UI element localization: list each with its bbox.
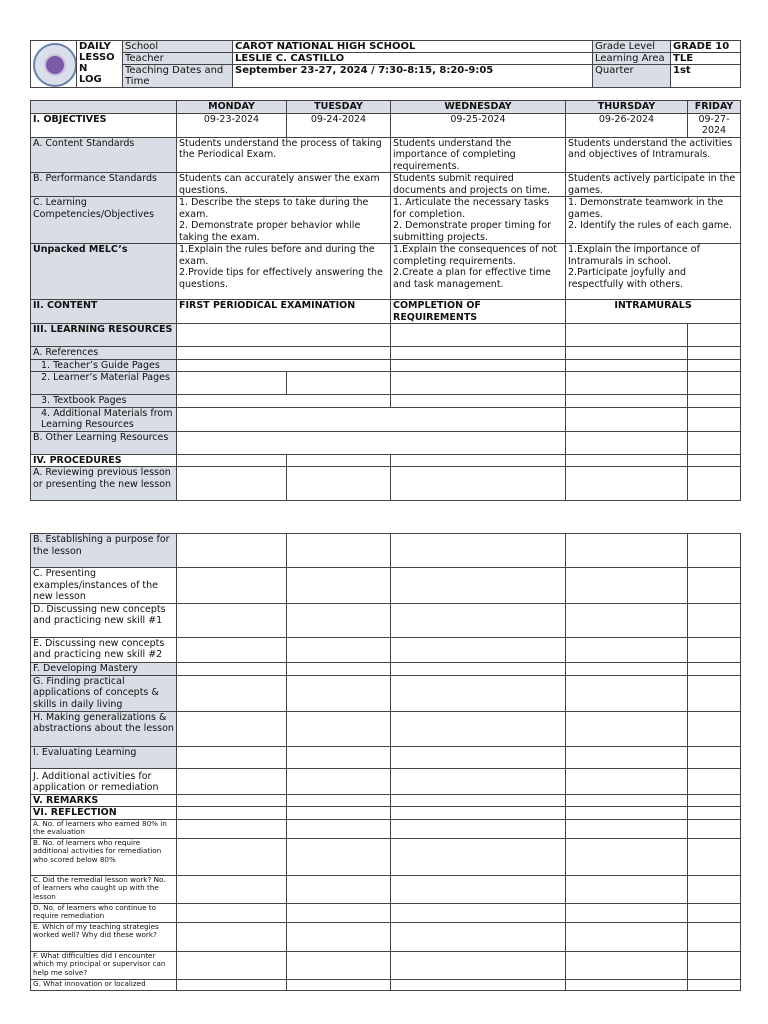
content-standards-thu-fri: Students understand the activities and objectives of Intramurals.: [566, 137, 741, 173]
procedure-j-label: J. Additional activities for application or remediation: [31, 768, 177, 794]
procedure-c-label: C. Presenting examples/instances of the new lesson: [31, 568, 177, 604]
title-line: LESSO: [79, 52, 115, 63]
performance-standards-thu-fri: Students actively participate in the games.: [566, 173, 741, 197]
title-line: DAILY: [79, 41, 111, 52]
dll-table-page1: [30, 100, 741, 501]
area-label: Learning Area: [593, 53, 671, 65]
competencies-mon-tue: 1. Describe the steps to take during the exam. 2. Demonstrate proper behavior while taking the exam.: [177, 197, 391, 244]
competencies-thu-fri: 1. Demonstrate teamwork in the games. 2. Identify the rules of each game.: [566, 197, 741, 244]
melc-wed: 1.Explain the consequences of not completing requirements. 2.Create a plan for effective time and task management.: [391, 244, 566, 300]
area-value: TLE: [671, 53, 741, 65]
reflection-c-label: C. Did the remedial lesson work? No. of learners who caught up with the lesson: [31, 875, 177, 903]
reflection-f-label: F. What difficulties did I encounter which my principal or supervisor can help me solve?: [31, 951, 177, 979]
procedure-h-label: H. Making generalizations & abstractions about the lesson: [31, 711, 177, 746]
dll-title: [77, 41, 123, 88]
objectives-label: I. OBJECTIVES: [31, 113, 177, 137]
title-line: N: [79, 63, 88, 74]
lm-pages-label: 2. Learner’s Material Pages: [31, 372, 177, 395]
performance-standards-wed: Students submit required documents and projects on time.: [391, 173, 566, 197]
reflection-b-label: B. No. of learners who require additional activities for remediation who scored below 80%: [31, 838, 177, 875]
reflection-e-label: E. Which of my teaching strategies worked well? Why did these work?: [31, 922, 177, 951]
dates-label: Teaching Dates and Time: [123, 65, 233, 88]
teacher-value: LESLIE C. CASTILLO: [233, 53, 593, 65]
procedure-e-label: E. Discussing new concepts and practicing new skill #2: [31, 637, 177, 662]
day-header-friday: FRIDAY: [688, 101, 741, 114]
seal-icon: [33, 43, 77, 87]
performance-standards-mon-tue: Students can accurately answer the exam questions.: [177, 173, 391, 197]
content-wed: COMPLETION OF REQUIREMENTS: [391, 300, 566, 324]
textbook-pages-label: 3. Textbook Pages: [31, 395, 177, 408]
procedure-a-label: A. Reviewing previous lesson or presenting the new lesson: [31, 467, 177, 501]
melc-mon-tue: 1.Explain the rules before and during the exam. 2.Provide tips for effectively answering the questions.: [177, 244, 391, 300]
grade-label: Grade Level: [593, 41, 671, 53]
date-tuesday: 09-24-2024: [287, 113, 391, 137]
additional-materials-label: 4. Additional Materials from Learning Resources: [31, 407, 177, 431]
header-table: [30, 40, 741, 88]
content-mon-tue: FIRST PERIODICAL EXAMINATION: [177, 300, 391, 324]
competencies-label: C. Learning Competencies/Objectives: [31, 197, 177, 244]
date-monday: 09-23-2024: [177, 113, 287, 137]
date-friday: 09-27-2024: [688, 113, 741, 137]
competencies-wed: 1. Articulate the necessary tasks for completion. 2. Demonstrate proper timing for submitting projects.: [391, 197, 566, 244]
date-wednesday: 09-25-2024: [391, 113, 566, 137]
date-thursday: 09-26-2024: [566, 113, 688, 137]
reflection-a-label: A. No. of learners who earned 80% in the evaluation: [31, 819, 177, 838]
content-standards-label: A. Content Standards: [31, 137, 177, 173]
dll-table-page2: [30, 533, 741, 991]
procedure-g-label: G. Finding practical applications of concepts & skills in daily living: [31, 675, 177, 711]
remarks-label: V. REMARKS: [31, 794, 177, 807]
procedure-f-label: F. Developing Mastery: [31, 662, 177, 675]
reflection-d-label: D. No. of learners who continue to require remediation: [31, 903, 177, 922]
title-line: LOG: [79, 74, 102, 85]
grade-value: GRADE 10: [671, 41, 741, 53]
content-label: II. CONTENT: [31, 300, 177, 324]
dates-value: September 23-27, 2024 / 7:30-8:15, 8:20-9:05: [233, 65, 593, 88]
content-standards-mon-tue: Students understand the process of taking the Periodical Exam.: [177, 137, 391, 173]
procedure-b-label: B. Establishing a purpose for the lesson: [31, 534, 177, 568]
melc-label: Unpacked MELC’s: [31, 244, 177, 300]
school-value: CAROT NATIONAL HIGH SCHOOL: [233, 41, 593, 53]
references-label: A. References: [31, 347, 177, 360]
teacher-label: Teacher: [123, 53, 233, 65]
deped-seal: [31, 41, 77, 88]
other-resources-label: B. Other Learning Resources: [31, 431, 177, 454]
procedure-d-label: D. Discussing new concepts and practicing new skill #1: [31, 603, 177, 637]
melc-thu-fri: 1.Explain the importance of Intramurals in school. 2.Participate joyfully and respectfully with others.: [566, 244, 741, 300]
day-header-wednesday: WEDNESDAY: [391, 101, 566, 114]
quarter-label: Quarter: [593, 65, 671, 88]
day-header-tuesday: TUESDAY: [287, 101, 391, 114]
reflection-label: VI. REFLECTION: [31, 807, 177, 820]
school-label: School: [123, 41, 233, 53]
performance-standards-label: B. Performance Standards: [31, 173, 177, 197]
quarter-value: 1st: [671, 65, 741, 88]
resources-label: III. LEARNING RESOURCES: [31, 324, 177, 347]
reflection-g-label: G. What innovation or localized: [31, 979, 177, 990]
procedures-label: IV. PROCEDURES: [31, 454, 177, 467]
content-standards-wed: Students understand the importance of completing requirements.: [391, 137, 566, 173]
day-header-monday: MONDAY: [177, 101, 287, 114]
procedure-i-label: I. Evaluating Learning: [31, 746, 177, 768]
content-thu-fri: INTRAMURALS: [566, 300, 741, 324]
day-header-thursday: THURSDAY: [566, 101, 688, 114]
tg-pages-label: 1. Teacher’s Guide Pages: [31, 359, 177, 372]
